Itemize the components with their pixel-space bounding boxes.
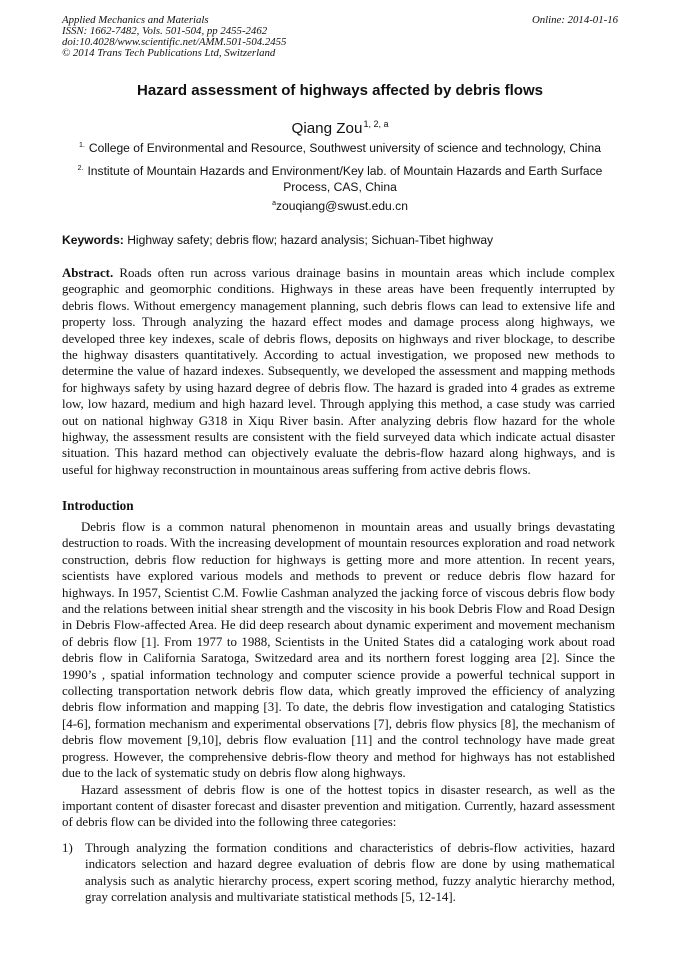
journal-name: Applied Mechanics and Materials [62,14,209,26]
author-marks: 1, 2, a [363,119,389,129]
category-list [62,840,615,906]
keywords-text: Highway safety; debris flow; hazard analysis; Sichuan-Tibet highway [127,233,494,247]
list-item-text: Through analyzing the formation conditions and characteristics of debris-flow activities, hazard indicators selection and hazard degree evaluation of debris flow are done by using mathematical analysis such as analytic hierarchy process, expert scoring method, fuzzy analytic hierarchy method, gray correlation analysis and multivariate statistical methods [5, 12-14]. [85,841,615,905]
introduction-body [62,519,615,831]
author-name: Qiang Zou [291,120,363,137]
introduction-paragraph-1: Debris flow is a common natural phenomenon in mountain areas and usually brings devastating destruction to roads. With the increasing development of mountain resources exploration and road network construction, debris flow reduction for highways is getting more and more attention. In recent years, scientists have explored various models and methods to prevent or reduce debris flow hazard for highways. In 1957, Scientist C.M. Fowlie Cashman analyzed the jacking force of viscous debris flow body and the relations between initial shear strength and the viscosity in his book Debris Flow and Road Design in Debris Flow-affected Area. He did deep research about dynamic experiment and movement mechanism of debris flow [1]. From 1977 to 1988, Scientists in the United States did a cataloging work about road debris flow in California Saratoga, Switzedard area and its northern forest logging area [2]. Since the 1990’s , spatial information technology and computer science provide a powerful technical support in collecting transportation network debris flow data, which greatly improved the efficiency of analyzing debris flow information and mapping [3]. To date, the debris flow investigation and cataloging Statistics [4-6], formation mechanism and experimental observations [7], debris flow physics [8], the mechanism of debris flow movement [9,10], debris flow evaluation [11] and the control technology have made great progress. However, the comprehensive debris-flow theory and method for highways has not established due to the lack of systematic study on debris flow along highways. [62,520,615,781]
introduction-paragraph-2: Hazard assessment of debris flow is one of the hottest topics in disaster research, as well as the important content of disaster forecast and disaster prevention and mitigation. Currently, hazard assessment of debris flow can be divided into the following three categories: [62,782,615,830]
abstract-text: Roads often run across various drainage basins in mountain areas which include complex geographic and geomorphic conditions. Highways in these areas have been frequently interrupted by debris flows. Without emergency management planning, such debris flows can lead to extensive life and property loss. Through analyzing the hazard effect modes and damage process along highways, we developed three key indexes, scale of debris flows, deposits on highways and river blockage, to describe the highway disasters quantitatively. According to actual investigation, we proposed new methods to determine the value of hazard indexes. Subsequently, we developed the assessment and mapping methods for highways safety by using hazard degree of debris flow. The hazard is graded into 4 grades as extreme low, low hazard, medium and high hazard level. Through applying this method, a case study was carried out on national highway G318 in Xiqu River basin. After analyzing debris flow hazard for the whole highway, the assessment results are consistent with the field surveyed data which indicate actual disaster situation. This hazard method can objectively evaluate the debris-flow hazard along highways, and is useful for highway reconstruction in mountainous areas suffering from active debris flows. [62,266,615,477]
doi-line: doi:10.4028/www.scientific.net/AMM.501-504.2455 [62,36,287,48]
online-date: Online: 2014-01-16 [531,14,618,26]
abstract-label: Abstract. [62,266,114,280]
affiliation-2-mark: 2. [77,165,84,172]
author-line [62,115,618,138]
affiliation-1-text: College of Environmental and Resource, Southwest university of science and technology, China [88,141,601,155]
author-email [62,196,618,214]
email-address[interactable]: zouqiang@swust.edu.cn [275,199,408,213]
list-item-number: 1) [62,841,73,855]
abstract [62,265,615,478]
issn-line: ISSN: 1662-7482, Vols. 501-504, pp 2455-2462 [62,25,268,37]
list-item [62,840,615,906]
journal-header [62,15,618,59]
introduction-heading: Introduction [62,498,134,513]
keywords [62,233,618,248]
paper-title: Hazard assessment of highways affected by debris flows [137,82,543,99]
affiliation-2-text: Institute of Mountain Hazards and Environment/Key lab. of Mountain Hazards and Earth Surface Process, CAS, China [87,164,603,194]
affiliation-2 [62,161,618,195]
affiliation-1 [62,138,618,157]
keywords-label: Keywords: [62,233,124,247]
affiliation-1-mark: 1. [79,142,85,149]
email-mark: a [272,200,276,207]
copyright-line: © 2014 Trans Tech Publications Ltd, Switzerland [62,47,276,59]
